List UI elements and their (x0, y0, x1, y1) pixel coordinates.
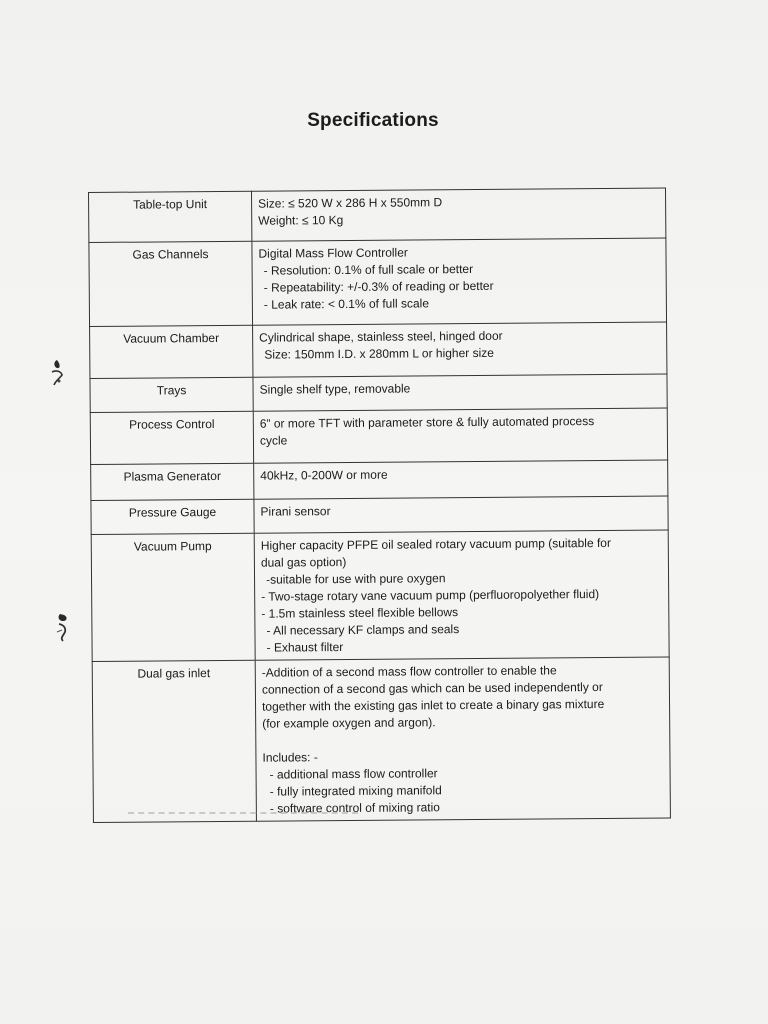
table-row (90, 374, 667, 413)
spec-value-line: Weight: ≤ 10 Kg (258, 212, 344, 228)
table-row (91, 496, 668, 535)
spec-value-line: - fully integrated mixing manifold (269, 783, 442, 799)
spec-label: Plasma Generator (91, 463, 254, 500)
spec-label: Dual gas inlet (92, 660, 256, 822)
spec-value-line: - All necessary KF clamps and seals (266, 622, 460, 638)
spec-value-line: Size: ≤ 520 W x 286 H x 550mm D (258, 195, 443, 211)
spec-value-line: - 1.5m stainless steel flexible bellows (261, 605, 459, 621)
spec-value-line: -Addition of a second mass flow controller to enable the (261, 663, 557, 680)
spec-value-line: Includes: - (262, 750, 318, 765)
spec-value-line: Cylindrical shape, stainless steel, hinged door (259, 328, 503, 345)
spec-value-line: - Resolution: 0.1% of full scale or better (263, 261, 474, 278)
spec-label: Pressure Gauge (91, 499, 254, 534)
spec-value-line: - software control of mixing ratio (269, 800, 440, 816)
spec-value (254, 530, 669, 660)
spec-value-line: - Exhaust filter (266, 640, 344, 655)
spec-value-line: 40kHz, 0-200W or more (260, 467, 388, 483)
spec-value-line: cycle (259, 433, 288, 448)
spec-value-line: dual gas option) (260, 554, 347, 570)
table-row (90, 408, 667, 465)
spec-value-line: - Repeatability: +/-0.3% of reading or better (263, 278, 494, 295)
spec-value-line: 6” or more TFT with parameter store & fully automated process (259, 414, 595, 431)
spec-label: Gas Channels (89, 241, 253, 326)
table-row (89, 188, 666, 243)
spec-value-line: Single shelf type, removable (259, 381, 411, 397)
spec-value (253, 374, 667, 411)
specifications-table (88, 187, 671, 823)
ink-mark-icon (54, 612, 72, 642)
spec-label: Vacuum Chamber (90, 325, 253, 378)
spec-value (253, 322, 667, 377)
table-row (91, 460, 668, 501)
spec-label: Table-top Unit (89, 191, 252, 242)
page-title: Specifications (307, 110, 439, 131)
spec-value (253, 408, 667, 463)
spec-value-line: (for example oxygen and argon). (262, 715, 436, 731)
spec-value-line: Higher capacity PFPE oil sealed rotary vacuum pump (suitable for (260, 535, 611, 553)
spec-value-line: Pirani sensor (260, 504, 331, 519)
ink-mark-icon (48, 358, 66, 388)
spec-value-line: -suitable for use with pure oxygen (265, 571, 446, 587)
spec-value-line: Size: 150mm I.D. x 280mm L or higher size (264, 345, 494, 362)
cut-off-row-fragment (128, 812, 358, 818)
spec-value (252, 238, 667, 325)
spec-value-line: together with the existing gas inlet to create a binary gas mixture (261, 696, 605, 714)
spec-value-line: - Leak rate: < 0.1% of full scale (263, 296, 430, 312)
spec-value-line: - additional mass flow controller (269, 766, 438, 782)
spec-value-line: connection of a second gas which can be used independently or (261, 679, 603, 697)
spec-value (255, 657, 670, 821)
table-row (89, 238, 667, 327)
spec-value (254, 460, 668, 499)
spec-value-line: Digital Mass Flow Controller (258, 245, 408, 261)
spec-value (251, 188, 665, 241)
spec-label: Vacuum Pump (91, 533, 255, 661)
spec-label: Process Control (90, 411, 253, 464)
spec-value (254, 496, 668, 533)
table-row (90, 322, 667, 379)
table-row (92, 657, 670, 823)
table-row (91, 530, 669, 662)
spec-label: Trays (90, 377, 253, 412)
specifications-table-body (89, 188, 671, 823)
spec-value-line: - Two-stage rotary vane vacuum pump (perfluoropolyether fluid) (261, 586, 600, 604)
